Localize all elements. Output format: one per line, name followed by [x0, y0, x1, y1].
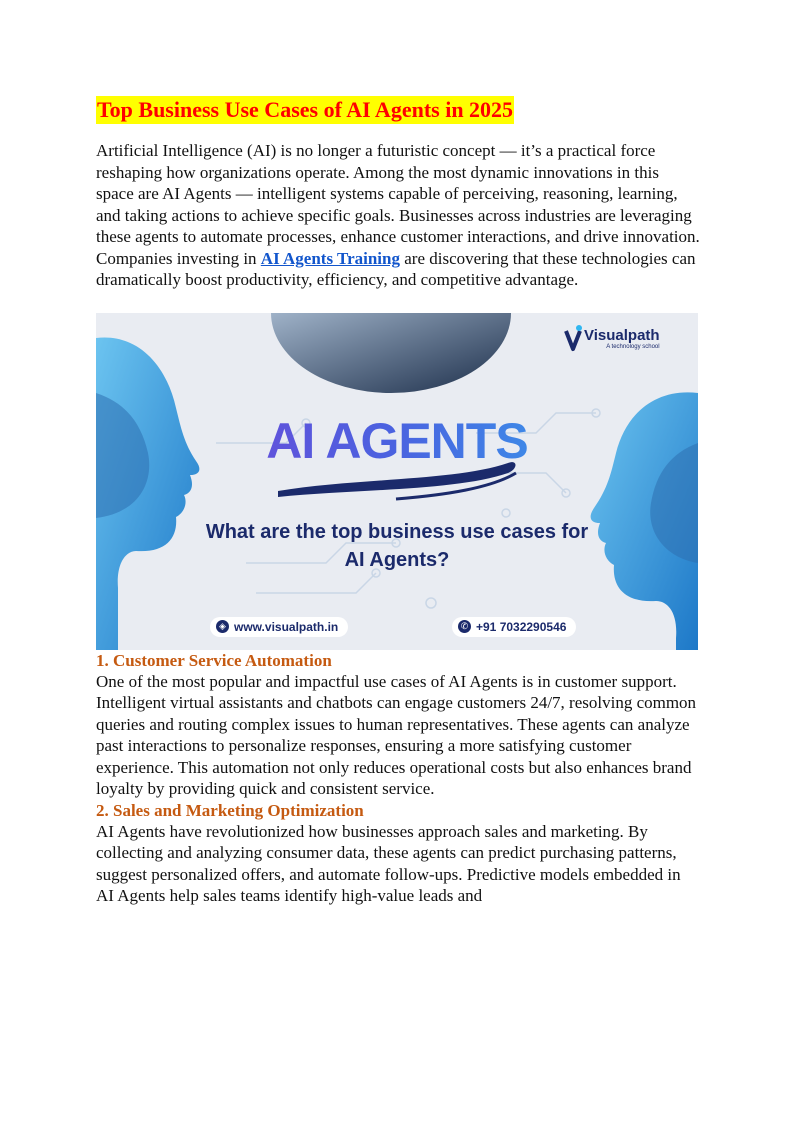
brand-block [584, 327, 660, 350]
section-heading-customer-service: 1. Customer Service Automation [96, 650, 332, 670]
phone-text: +91 7032290546 [476, 619, 567, 634]
banner-image [96, 313, 698, 650]
phone-icon: ✆ [458, 620, 471, 633]
intro-text-end: are discovering that these technologies can dramatically boost productivity, efficiency, and competitive advantage. [96, 248, 696, 289]
phone-pill [452, 617, 576, 637]
brand-tagline: A technology school [606, 343, 660, 350]
intro-text-start: Artificial Intelligence (AI) is no longer a futuristic concept — it’s a practical force reshaping how organizations operate. Among the most dynamic innovations in this space are AI Agents — intelligent systems capable of perceiving, reasoning, learning, and taking actions to achieve specific goals. Businesses across industries are leveraging these agents to automate processes, enhance customer interactions, and drive innovation. Companies investing in [96, 141, 700, 268]
website-text: www.visualpath.in [234, 619, 339, 634]
brand-name: Visualpath [584, 326, 660, 344]
intro-paragraph [96, 140, 700, 291]
globe-icon: ◈ [216, 620, 229, 633]
document-page [96, 96, 700, 907]
ai-agents-training-link[interactable]: AI Agents Training [260, 248, 400, 268]
section-heading-sales-marketing: 2. Sales and Marketing Optimization [96, 800, 364, 820]
banner-heading: AI AGENTS [96, 413, 698, 469]
banner-question: What are the top business use cases for AI Agents? [205, 520, 589, 571]
page-title: Top Business Use Cases of AI Agents in 2025 [97, 97, 514, 122]
website-pill [210, 617, 348, 637]
section-body-sales-marketing: AI Agents have revolutionized how businesses approach sales and marketing. By collecting and analyzing consumer data, these agents can predict purchasing patterns, suggest personalized offers, and automate follow-ups. Predictive models embedded in AI Agents help sales teams identify high-value leads and [96, 821, 681, 905]
banner-artwork [96, 313, 698, 650]
section-body-customer-service: One of the most popular and impactful use cases of AI Agents is in customer support. Intelligent virtual assistants and chatbots can engage customers 24/7, resolving common queries and routing complex issues to human representatives. These agents can analyze past interactions to personalize responses, ensuring a more satisfying customer experience. This automation not only reduces operational costs but also enhances brand loyalty by providing quick and consistent service. [96, 671, 697, 798]
